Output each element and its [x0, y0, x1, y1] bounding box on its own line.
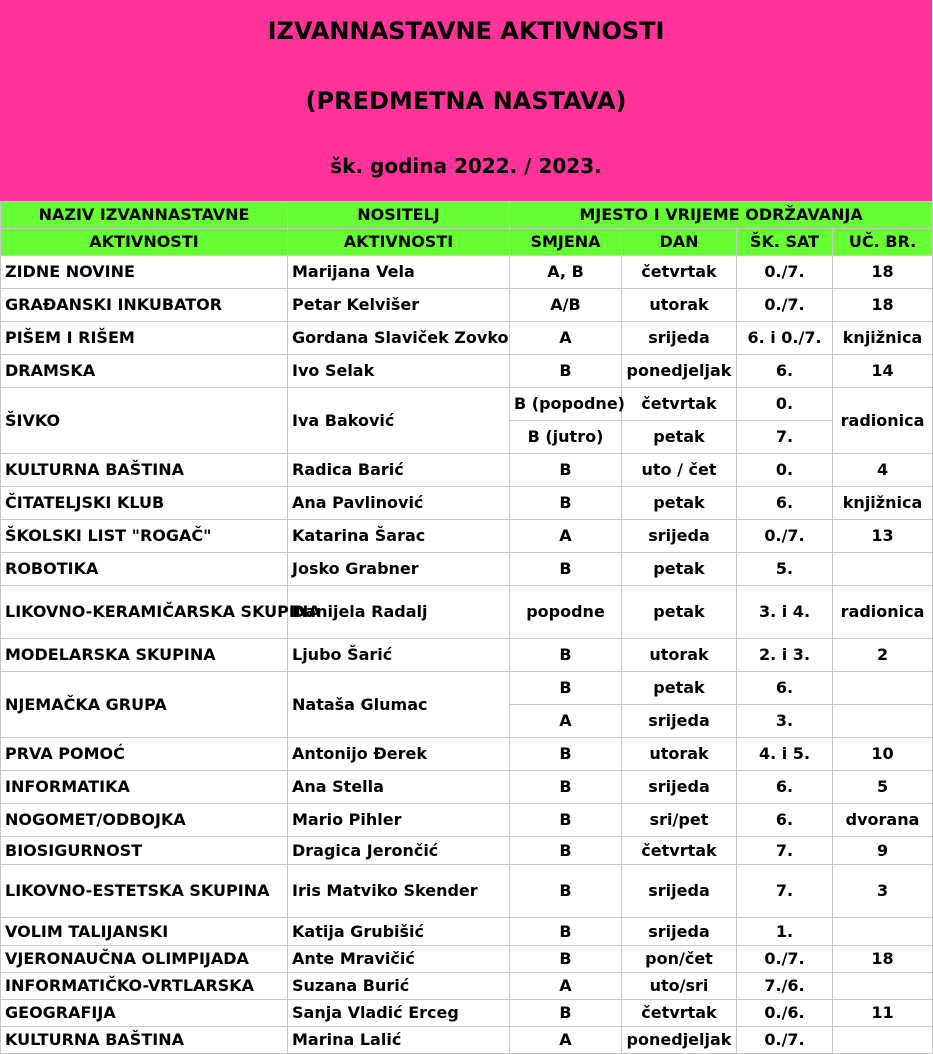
table-row	[1, 256, 933, 289]
day: petak	[622, 487, 737, 520]
activity-name: BIOSIGURNOST	[1, 837, 288, 865]
table-row	[1, 355, 933, 388]
table-row	[1, 639, 933, 672]
table-row	[1, 388, 933, 421]
activity-name: LIKOVNO-KERAMIČARSKA SKUPINA	[1, 586, 288, 639]
room: knjižnica	[833, 322, 933, 355]
page-title: IZVANNASTAVNE AKTIVNOSTI	[267, 17, 665, 45]
table-row	[1, 804, 933, 837]
day: četvrtak	[622, 388, 737, 421]
teacher-name: Gordana Slaviček Zovko	[288, 322, 510, 355]
activity-name: KULTURNA BAŠTINA	[1, 454, 288, 487]
day: srijeda	[622, 705, 737, 738]
period: 6. i 0./7.	[737, 322, 833, 355]
activity-name: KULTURNA BAŠTINA	[1, 1027, 288, 1054]
table-row	[1, 946, 933, 973]
activity-name: VJERONAUČNA OLIMPIJADA	[1, 946, 288, 973]
col-header-naziv: NAZIV IZVANNASTAVNE	[1, 202, 288, 229]
activity-name: ŠIVKO	[1, 388, 288, 454]
teacher-name: Suzana Burić	[288, 973, 510, 1000]
period: 7.	[737, 837, 833, 865]
col-header-nositelj-line2: AKTIVNOSTI	[288, 229, 510, 256]
shift: popodne	[510, 586, 622, 639]
teacher-name: Katarina Šarac	[288, 520, 510, 553]
period: 7.	[737, 865, 833, 918]
shift: B	[510, 865, 622, 918]
day: srijeda	[622, 771, 737, 804]
teacher-name: Marina Lalić	[288, 1027, 510, 1054]
teacher-name: Mario Pihler	[288, 804, 510, 837]
table-row	[1, 865, 933, 918]
day: pon/čet	[622, 946, 737, 973]
table-row	[1, 672, 933, 705]
day: utorak	[622, 738, 737, 771]
room: 3	[833, 865, 933, 918]
shift: B (jutro)	[510, 421, 622, 454]
room: dvorana	[833, 804, 933, 837]
day: ponedjeljak	[622, 355, 737, 388]
teacher-name: Iris Matviko Skender	[288, 865, 510, 918]
period: 0./7.	[737, 1027, 833, 1054]
room	[833, 973, 933, 1000]
activity-name: INFORMATIKA	[1, 771, 288, 804]
teacher-name: Ante Mravičić	[288, 946, 510, 973]
day: srijeda	[622, 520, 737, 553]
activity-name: ROBOTIKA	[1, 553, 288, 586]
room: 4	[833, 454, 933, 487]
room: 13	[833, 520, 933, 553]
activity-name: GEOGRAFIJA	[1, 1000, 288, 1027]
activity-name: INFORMATIČKO-VRTLARSKA	[1, 973, 288, 1000]
shift: B	[510, 672, 622, 705]
teacher-name: Ljubo Šarić	[288, 639, 510, 672]
room: radionica	[833, 586, 933, 639]
activity-name: PRVA POMOĆ	[1, 738, 288, 771]
teacher-name: Radica Barić	[288, 454, 510, 487]
col-header-uc-br: UČ. BR.	[833, 229, 933, 256]
period: 6.	[737, 771, 833, 804]
teacher-name: Ivo Selak	[288, 355, 510, 388]
teacher-name: Sanja Vladić Erceg	[288, 1000, 510, 1027]
teacher-name: Nataša Glumac	[288, 672, 510, 738]
room: 11	[833, 1000, 933, 1027]
day: uto/sri	[622, 973, 737, 1000]
teacher-name: Petar Kelvišer	[288, 289, 510, 322]
table-row	[1, 322, 933, 355]
day: ponedjeljak	[622, 1027, 737, 1054]
room: radionica	[833, 388, 933, 454]
shift: B	[510, 553, 622, 586]
room: 18	[833, 289, 933, 322]
shift: B	[510, 1000, 622, 1027]
table-row	[1, 454, 933, 487]
teacher-name: Iva Baković	[288, 388, 510, 454]
period: 0./6.	[737, 1000, 833, 1027]
period: 1.	[737, 918, 833, 946]
table-row	[1, 487, 933, 520]
header-row	[1, 202, 933, 229]
activity-name: NJEMAČKA GRUPA	[1, 672, 288, 738]
shift: A	[510, 322, 622, 355]
shift: B	[510, 804, 622, 837]
col-header-naziv-line2: AKTIVNOSTI	[1, 229, 288, 256]
shift: A	[510, 973, 622, 1000]
period: 2. i 3.	[737, 639, 833, 672]
activity-name: ČITATELJSKI KLUB	[1, 487, 288, 520]
day: srijeda	[622, 865, 737, 918]
shift: B	[510, 454, 622, 487]
period: 5.	[737, 553, 833, 586]
period: 6.	[737, 487, 833, 520]
col-header-sk-sat: ŠK. SAT	[737, 229, 833, 256]
shift: B	[510, 918, 622, 946]
table-row	[1, 973, 933, 1000]
col-header-smjena: SMJENA	[510, 229, 622, 256]
shift: B	[510, 355, 622, 388]
period: 3.	[737, 705, 833, 738]
shift: B	[510, 639, 622, 672]
table-row	[1, 738, 933, 771]
activity-name: DRAMSKA	[1, 355, 288, 388]
day: utorak	[622, 639, 737, 672]
activity-name: NOGOMET/ODBOJKA	[1, 804, 288, 837]
period: 0./7.	[737, 520, 833, 553]
room: 5	[833, 771, 933, 804]
table-row	[1, 837, 933, 865]
period: 4. i 5.	[737, 738, 833, 771]
shift: B	[510, 946, 622, 973]
period: 0./7.	[737, 289, 833, 322]
table-row	[1, 1000, 933, 1027]
shift: A	[510, 705, 622, 738]
room	[833, 705, 933, 738]
day: četvrtak	[622, 1000, 737, 1027]
day: uto / čet	[622, 454, 737, 487]
header-row	[1, 229, 933, 256]
table-row	[1, 520, 933, 553]
period: 6.	[737, 355, 833, 388]
day: srijeda	[622, 322, 737, 355]
col-header-mjesto: MJESTO I VRIJEME ODRŽAVANJA	[510, 202, 933, 229]
day: petak	[622, 586, 737, 639]
shift: A	[510, 1027, 622, 1054]
period: 0.	[737, 454, 833, 487]
table-row	[1, 918, 933, 946]
activity-name: MODELARSKA SKUPINA	[1, 639, 288, 672]
shift: B	[510, 771, 622, 804]
day: sri/pet	[622, 804, 737, 837]
activity-name: LIKOVNO-ESTETSKA SKUPINA	[1, 865, 288, 918]
room: 10	[833, 738, 933, 771]
period: 0.	[737, 388, 833, 421]
page-subtitle: (PREDMETNA NASTAVA)	[305, 87, 627, 115]
room: 18	[833, 946, 933, 973]
teacher-name: Dragica Jerončić	[288, 837, 510, 865]
day: petak	[622, 672, 737, 705]
teacher-name: Katija Grubišić	[288, 918, 510, 946]
period: 0./7.	[737, 946, 833, 973]
period: 6.	[737, 672, 833, 705]
shift: B	[510, 837, 622, 865]
day: srijeda	[622, 918, 737, 946]
room	[833, 553, 933, 586]
room: knjižnica	[833, 487, 933, 520]
room: 18	[833, 256, 933, 289]
shift: A/B	[510, 289, 622, 322]
teacher-name: Antonijo Đerek	[288, 738, 510, 771]
room: 2	[833, 639, 933, 672]
period: 7.	[737, 421, 833, 454]
period: 7./6.	[737, 973, 833, 1000]
shift: B	[510, 738, 622, 771]
day: petak	[622, 421, 737, 454]
room	[833, 918, 933, 946]
table-row	[1, 771, 933, 804]
teacher-name: Josko Grabner	[288, 553, 510, 586]
shift: A, B	[510, 256, 622, 289]
school-year: šk. godina 2022. / 2023.	[330, 154, 602, 178]
period: 0./7.	[737, 256, 833, 289]
period: 6.	[737, 804, 833, 837]
activities-table	[0, 201, 933, 1054]
teacher-name: Ana Pavlinović	[288, 487, 510, 520]
table-row	[1, 553, 933, 586]
day: četvrtak	[622, 256, 737, 289]
shift: A	[510, 520, 622, 553]
room: 9	[833, 837, 933, 865]
shift: B	[510, 487, 622, 520]
activity-name: PIŠEM I RIŠEM	[1, 322, 288, 355]
day: petak	[622, 553, 737, 586]
table-row	[1, 586, 933, 639]
title-banner	[0, 0, 932, 201]
teacher-name: Marijana Vela	[288, 256, 510, 289]
activity-name: ZIDNE NOVINE	[1, 256, 288, 289]
table-row	[1, 289, 933, 322]
period: 3. i 4.	[737, 586, 833, 639]
col-header-nositelj: NOSITELJ	[288, 202, 510, 229]
teacher-name: Ana Stella	[288, 771, 510, 804]
teacher-name: Danijela Radalj	[288, 586, 510, 639]
table-row	[1, 1027, 933, 1054]
room	[833, 672, 933, 705]
activity-name: ŠKOLSKI LIST "ROGAČ"	[1, 520, 288, 553]
day: utorak	[622, 289, 737, 322]
room	[833, 1027, 933, 1054]
room: 14	[833, 355, 933, 388]
activity-name: GRAĐANSKI INKUBATOR	[1, 289, 288, 322]
shift: B (popodne)	[510, 388, 622, 421]
day: četvrtak	[622, 837, 737, 865]
col-header-dan: DAN	[622, 229, 737, 256]
activity-name: VOLIM TALIJANSKI	[1, 918, 288, 946]
